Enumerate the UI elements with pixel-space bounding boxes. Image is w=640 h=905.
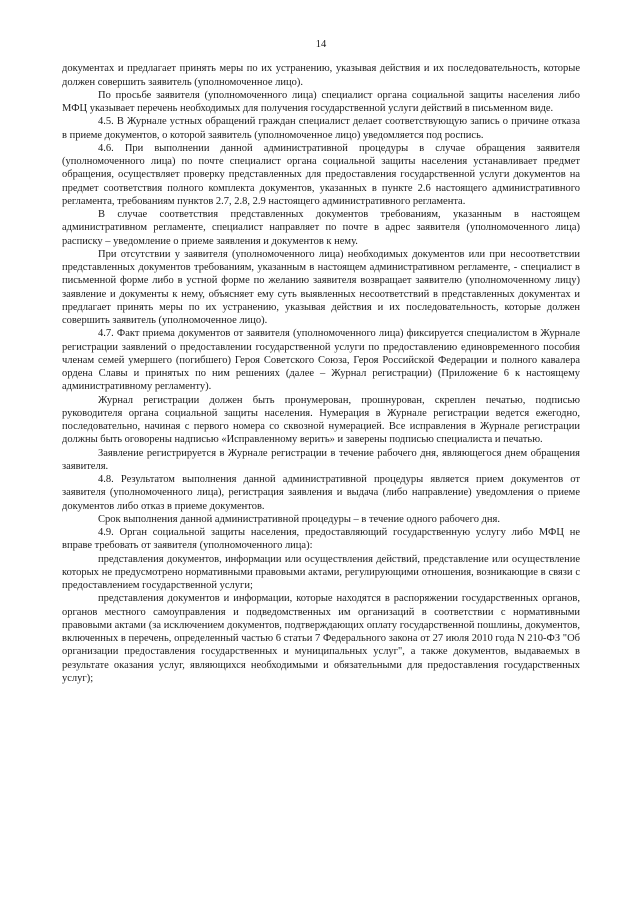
paragraph: Заявление регистрируется в Журнале регистрации в течение рабочего дня, являющегося днем обращения заявителя. [62,447,580,472]
paragraph: представления документов, информации или осуществления действий, представление или осуществление которых не предусмотрено нормативными правовыми актами, регулирующими отношения, возникающие в связи с предоставлением государственной услуги; [62,553,580,591]
paragraph: В случае соответствия представленных документов требованиям, указанным в настоящем административном регламенте, специалист направляет по почте в адрес заявителя (уполномоченного лица) расписку – уведомление о приеме заявления и документов к нему. [62,209,580,247]
document-page [62,38,580,685]
paragraph: 4.9. Орган социальной защиты населения, предоставляющий государственную услугу либо МФЦ не вправе требовать от заявителя (уполномоченного лица): [62,527,580,552]
paragraph: представления документов и информации, которые находятся в распоряжении государственных органов, органов местного самоуправления и подведомственных им организаций в соответствии с нормативными правовыми актами (за исключением документов, подтверждающих оплату государственной пошлины, документов, включенных в перечень, определенный частью 6 статьи 7 Федерального закона от 27 июля 2010 года N 210-ФЗ "Об организации предоставления государственных и муниципальных услуг", а также документов, выдаваемых в результате оказания услуг, являющихся необходимыми и обязательными для предоставления государственных услуг); [62,593,580,684]
paragraph: 4.6. При выполнении данной административной процедуры в случае обращения заявителя (уполномоченного лица) по почте специалист органа социальной защиты населения устанавливает предмет обращения, осуществляет проверку представленных для предоставления государственной услуги документов на предмет соответствия полного комплекта документов, указанных в пункте 2.6 настоящего административного регламента, требованиям пунктов 2.7, 2.8, 2.9 настоящего административного регламента. [62,142,580,207]
paragraph: 4.5. В Журнале устных обращений граждан специалист делает соответствующую запись о причине отказа в приеме документов, о которой заявитель (уполномоченное лицо) уведомляется под роспись. [62,116,580,141]
paragraph: При отсутствии у заявителя (уполномоченного лица) необходимых документов или при несоответствии представленных документов требованиям, указанным в настоящем административном регламенте, - специалист в письменной форме либо в устной форме по желанию заявителя возвращает заявителю (уполномоченному лицу) заявление и документы к нему, объясняет ему суть выявленных несоответствий в представленных документах и предлагает принять меры по их устранению, указывая действия и их последовательность, которые должен совершить заявитель (уполномоченное лицо). [62,248,580,326]
paragraph: 4.8. Результатом выполнения данной административной процедуры является прием документов от заявителя (уполномоченного лица), регистрация заявления и выдача (либо направление) уведомления о приеме документов либо отказ в приеме документов. [62,474,580,512]
page-number: 14 [315,39,327,50]
paragraph: 4.7. Факт приема документов от заявителя (уполномоченного лица) фиксируется специалистом в Журнале регистрации заявлений о предоставлении государственной услуги по предоставлению единовременного пособия членам семей умершего (погибшего) Героя Советского Союза, Героя Российской Федерации и полного кавалера ордена Славы и принятых по ним решениях (далее – Журнал регистрации) (Приложение 6 к настоящему административному регламенту). [62,328,580,393]
paragraph: Срок выполнения данной административной процедуры – в течение одного рабочего дня. [98,513,500,525]
paragraph: Журнал регистрации должен быть пронумерован, прошнурован, скреплен печатью, подписью руководителя органа социальной защиты населения. Нумерация в Журнале регистрации ведется ежегодно, последовательно, начиная с первого номера со сквозной нумерацией. Все исправления в Журнале регистрации должны быть оговорены надписью «Исправленному верить» и заверены подписью специалиста и печатью. [62,394,580,446]
paragraph: По просьбе заявителя (уполномоченного лица) специалист органа социальной защиты населения либо МФЦ указывает перечень необходимых для получения государственной услуги действий в письменном виде. [62,89,580,114]
paragraph: документах и предлагает принять меры по их устранению, указывая действия и их последовательность, которые должен совершить заявитель (уполномоченное лицо). [62,63,580,88]
